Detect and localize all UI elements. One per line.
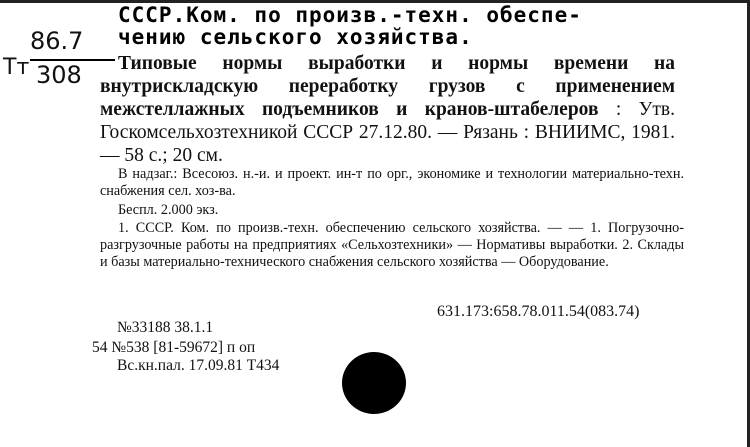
publisher-note: В надзаг.: Всесоюз. н.-и. и проект. ин-т по орг., экономике и технологии материально-техн. снабжения сел. хоз-ва. (100, 166, 684, 199)
handwritten-heading-line-1: СССР.Ком. по произв.-техн. обеспе- (118, 3, 582, 27)
footer-chamber-date: Вс.кн.пал. 17.09.81 Т434 (117, 357, 280, 374)
title-imprint-text: : Утв. Госкомсельхозтехникой СССР 27.12.80. — Рязань : ВНИИМС, 1981. — 58 с.; 20 см. (100, 99, 676, 166)
author-mark-number: 308 (36, 61, 82, 89)
price-and-print-run: Беспл. 2.000 экз. (118, 202, 219, 218)
author-mark-letters: Тт (3, 55, 30, 80)
udc-code: 631.173:658.78.011.54(083.74) (437, 303, 640, 320)
punch-hole (342, 352, 406, 414)
bibliographic-title (100, 52, 675, 167)
handwritten-heading-line-2: чению сельского хозяйства. (118, 25, 473, 49)
footer-card-number: №33188 38.1.1 (117, 319, 214, 336)
classification-number: 86.7 (30, 27, 84, 55)
title-bold-text: Типовые нормы выработки и нормы времени на внутрискладскую переработку грузов с применением межстеллажных подъемников и кранов-штабелеров (100, 53, 675, 120)
footer-order-number: 54 №538 [81-59672] п оп (92, 339, 256, 356)
subject-tracings: 1. СССР. Ком. по произв.-техн. обеспечению сельского хозяйства. — — 1. Погрузочно-разгрузочные работы на предприятиях «Сельхозтехники» — Нормативы выработки. 2. Склады и базы материально-технического снабжения сельского хозяйства — Оборудование. (100, 220, 684, 270)
